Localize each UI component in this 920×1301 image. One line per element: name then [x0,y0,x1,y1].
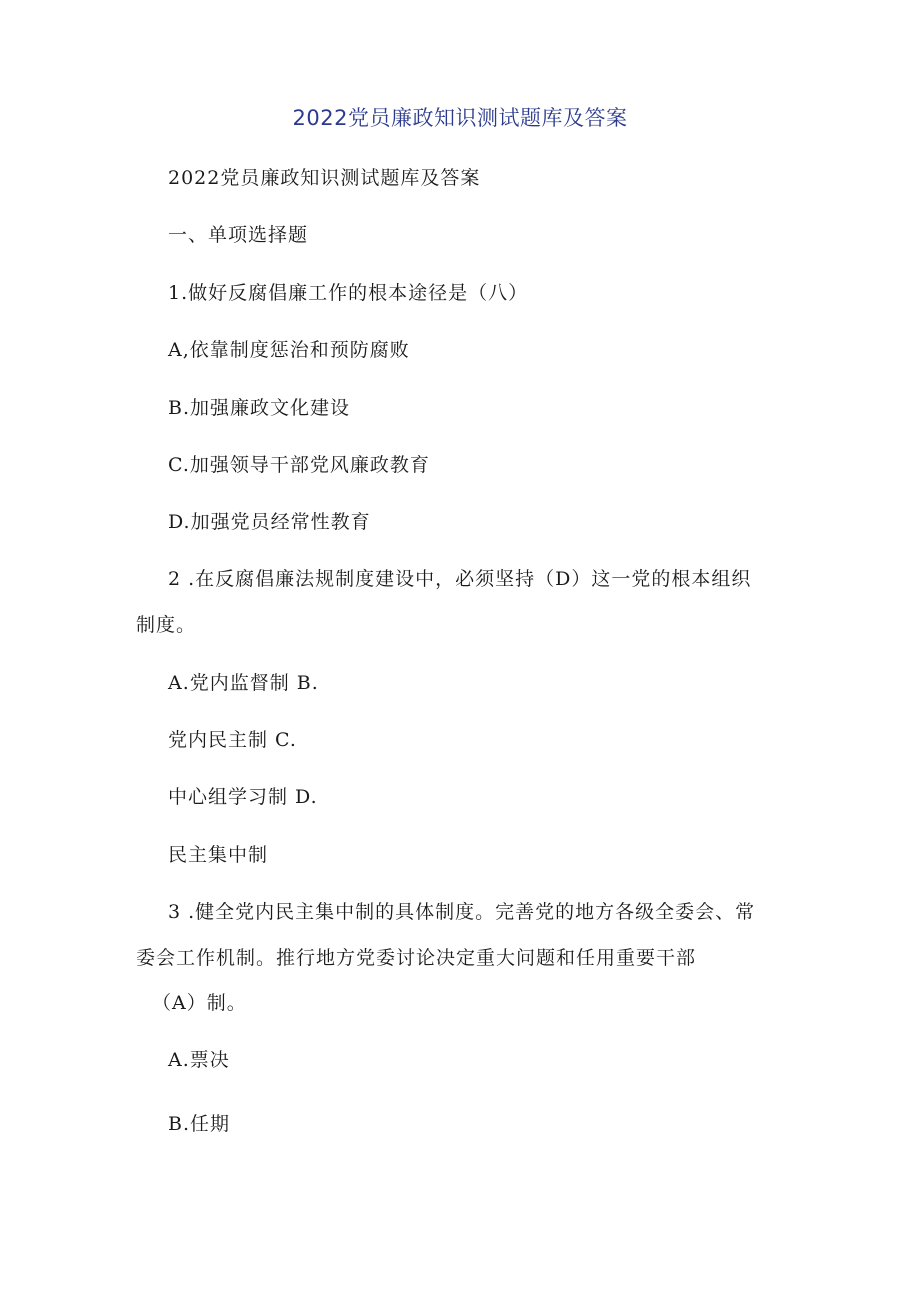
question-1-option-d: D.加强党员经常性教育 [168,511,371,533]
question-2-option-b: 党内民主制 C. [168,729,297,751]
question-1-text: 1.做好反腐倡廉工作的根本途径是（八） [168,282,529,304]
question-3-text-line-2: 委会工作机制。推行地方党委讨论决定重大问题和任用重要干部 [136,947,697,969]
question-1-option-b: B.加强廉政文化建设 [168,397,351,419]
document-title: 2022党员廉政知识测试题库及答案 [292,106,628,130]
question-2-option-d: 民主集中制 [168,844,269,866]
question-1-option-a: A,依靠制度惩治和预防腐败 [168,339,410,361]
question-3-option-a: A.票决 [168,1049,230,1071]
question-3-option-b: B.任期 [168,1113,231,1135]
question-2-text-line-1: 2 .在反腐倡廉法规制度建设中，必须坚持（D）这一党的根本组织 [168,568,752,590]
question-2-option-a: A.党内监督制 B. [168,672,319,694]
question-3-text-line-1: 3 .健全党内民主集中制的具体制度。完善党的地方各级全委会、常 [168,901,756,923]
question-1-option-c: C.加强领导干部党风廉政教育 [168,454,430,476]
question-3-text-line-3: （A）制。 [152,992,247,1014]
question-2-option-c: 中心组学习制 D. [168,786,318,808]
question-2-text-line-2: 制度。 [136,614,197,636]
section-heading: 一、单项选择题 [168,224,309,246]
document-subtitle: 2022党员廉政知识测试题库及答案 [168,167,481,189]
